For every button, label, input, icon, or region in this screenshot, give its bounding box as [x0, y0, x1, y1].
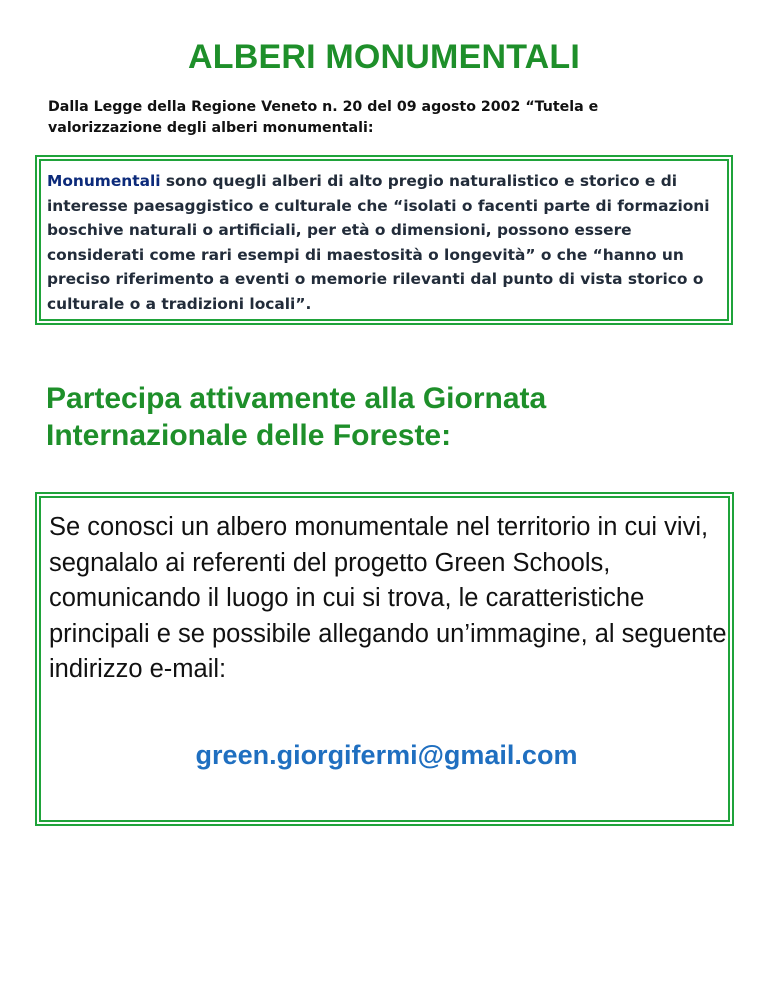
call-to-action-box — [35, 492, 734, 826]
definition-box — [35, 155, 733, 325]
page-title: ALBERI MONUMENTALI — [187, 38, 581, 76]
definition-text — [47, 169, 727, 316]
email-link[interactable]: green.giorgifermi@gmail.com — [195, 740, 578, 770]
definition-body: sono quegli alberi di alto pregio naturalistico e storico e di interesse paesaggistico e culturale che “isolati o facenti parte di formazioni boschive naturali o artificiali, per età o dimensioni, possono essere considerati come rari esempi di maestosità o longevità” o che “hanno un preciso riferimento a eventi o memorie rilevanti dal punto di vista storico o culturale o a tradizioni locali”. — [47, 172, 710, 313]
call-to-action-text: Se conosci un albero monumentale nel territorio in cui vivi, segnalalo ai referenti del progetto Green Schools, comunicando il luogo in cui si trova, le caratteristiche principali e se possibile allegando un’immagine, al seguente indirizzo e-mail: — [49, 513, 727, 684]
section-heading: Partecipa attivamente alla Giornata Internazionale delle Foreste: — [46, 382, 547, 452]
definition-lead-word: Monumentali — [47, 172, 161, 190]
law-reference: Dalla Legge della Regione Veneto n. 20 del 09 agosto 2002 “Tutela e valorizzazione degli alberi monumentali: — [48, 99, 599, 136]
